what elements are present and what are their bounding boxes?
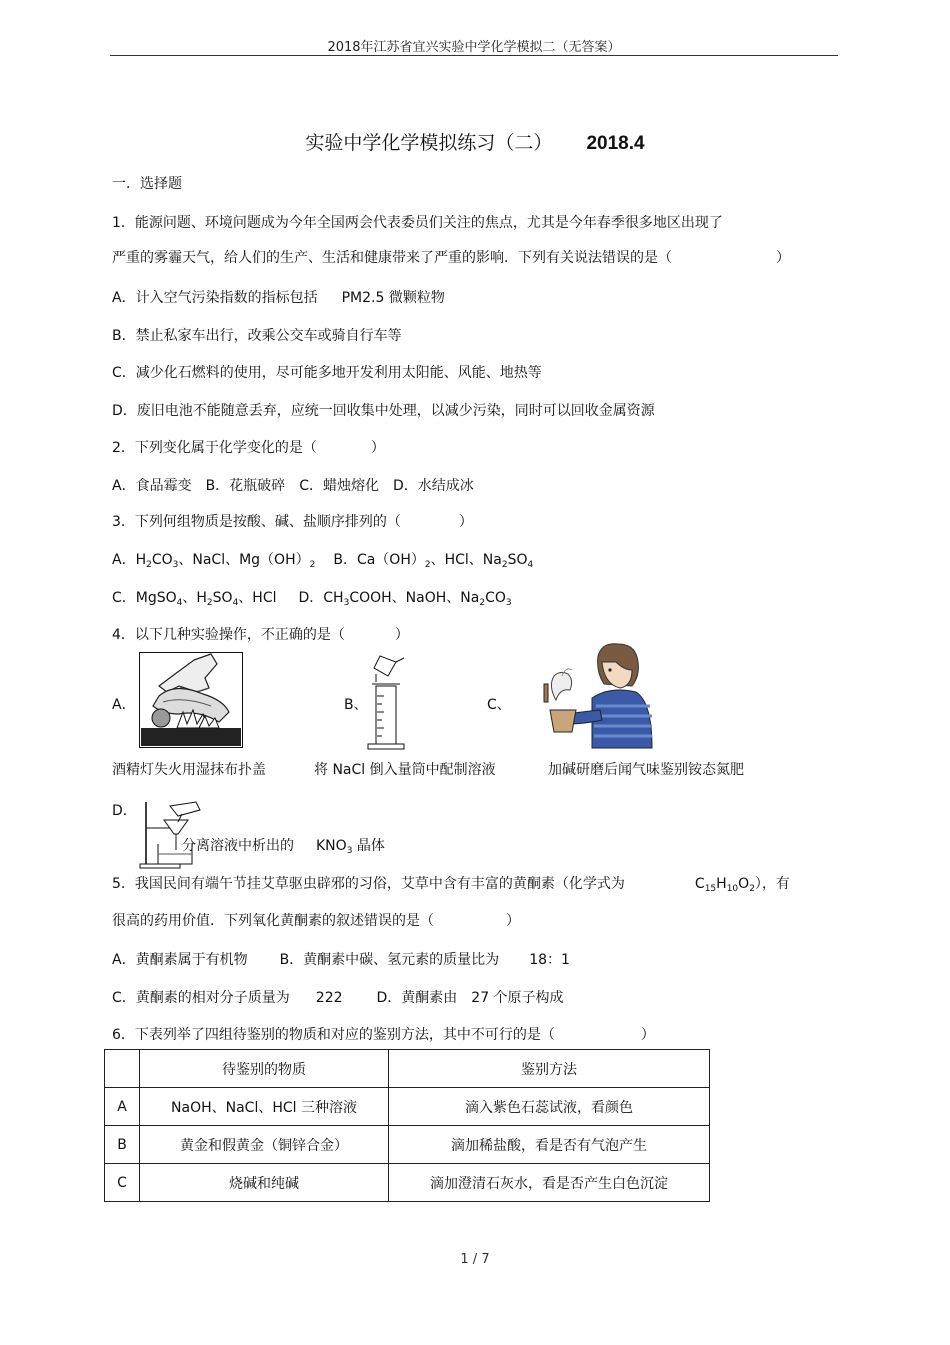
- q3-option-c-text: MgSO$_4$、$H_2SO_4$、HCl: [135, 590, 277, 608]
- q4-caption-d-text: 分离溶液中析出的: [182, 838, 294, 854]
- q5-option-d-value: 27 个原子构成: [471, 990, 564, 1006]
- q5-options-cd: [112, 987, 564, 1007]
- q4-caption-c: 加碱研磨后闻气味鉴别铵态氮肥: [548, 762, 744, 778]
- q4-option-a-label: A．: [112, 697, 136, 713]
- q3-stem: [112, 511, 473, 531]
- page-number: 1 / 7: [460, 1252, 490, 1267]
- q4-option-b-label: B、: [344, 697, 368, 713]
- q4-stem-text: 4．以下几种实验操作，不正确的是（: [112, 627, 345, 643]
- q2-stem-bracket: ）: [370, 440, 385, 456]
- q5-stem-text: 5．我国民间有端午节挂艾草驱虫辟邪的习俗，艾草中含有丰富的黄酮素（化学式为: [112, 876, 625, 892]
- table-cell-method: 滴加稀盐酸，看是否有气泡产生: [389, 1126, 710, 1164]
- running-header: 2018年江苏省宜兴实验中学化学模拟二（无答案）: [327, 40, 621, 55]
- q3-stem-text: 3．下列何组物质是按酸、碱、盐顺序排列的（: [112, 514, 401, 530]
- q4-stem-bracket: ）: [394, 627, 409, 643]
- q3-option-b-text: $Ca(OH)_2$、HCl、$Na_2SO_4$: [356, 552, 534, 570]
- q5-options-ab: [112, 949, 570, 969]
- q1-option-b: B．禁止私家车出行，改乘公交车或骑自行车等: [112, 328, 402, 344]
- q1-option-c: C．减少化石燃料的使用，尽可能多地开发利用太阳能、风能、地热等: [112, 365, 542, 381]
- q4-option-c-label: C、: [487, 697, 511, 713]
- title-year: 2018.4: [586, 133, 645, 154]
- q5-stem-end: ），有: [754, 876, 790, 892]
- q3-option-a-text: $H_2CO_3$、NaCl、$Mg(OH)_2$: [135, 552, 316, 570]
- q5-stem-line2-text: 很高的药用价值．下列氧化黄酮素的叙述错误的是（: [112, 913, 434, 929]
- table-cell-label: C: [105, 1164, 140, 1202]
- q5-formula: $C_{15}H_{10}O_2$: [694, 876, 755, 894]
- q3-option-d-label: D．: [298, 590, 324, 606]
- header-rule: [110, 55, 838, 56]
- q3-option-c-label: C．: [112, 590, 136, 606]
- q6-stem-text: 6．下表列举了四组待鉴别的物质和对应的鉴别方法，其中不可行的是（: [112, 1027, 555, 1043]
- q6-table: [104, 1049, 710, 1202]
- q6-stem-bracket: ）: [640, 1027, 655, 1043]
- q4-caption-a: 酒精灯失火用湿抹布扑盖: [112, 762, 266, 778]
- q4-option-d-label: D．: [112, 803, 137, 819]
- q2-option-b: B．花瓶破碎: [205, 478, 286, 494]
- q5-option-d: D．黄酮素由: [376, 990, 458, 1006]
- table-cell-label: A: [105, 1088, 140, 1126]
- page-title: [0, 128, 950, 155]
- q1-option-a-text: A．计入空气污染指数的指标包括: [112, 290, 318, 306]
- q5-stem-line1: [112, 873, 790, 894]
- q4-caption-d-formula: $KNO_3$ 晶体: [316, 838, 385, 856]
- table-header-cell: 待鉴别的物质: [140, 1050, 389, 1088]
- table-row: [105, 1126, 710, 1164]
- q4-stem: [112, 624, 409, 644]
- table-row: [105, 1088, 710, 1126]
- q1-option-d: D．废旧电池不能随意丢弃，应统一回收集中处理，以减少污染，同时可以回收金属资源: [112, 403, 655, 419]
- q5-option-b: B．黄酮素中碳、氢元素的质量比为: [279, 952, 500, 968]
- q5-option-c-value: 222: [315, 990, 343, 1006]
- q3-options-cd: [112, 587, 512, 608]
- q5-stem-line2: [112, 910, 520, 930]
- table-cell-substance: 黄金和假黄金（铜锌合金）: [140, 1126, 389, 1164]
- q1-stem-text: 严重的雾霾天气，给人们的生产、生活和健康带来了严重的影响．下列有关说法错误的是（: [112, 250, 672, 266]
- q2-option-d: D．水结成冰: [392, 478, 474, 494]
- table-cell-substance: NaOH、NaCl、HCl 三种溶液: [140, 1088, 389, 1126]
- table-header-cell: 鉴别方法: [389, 1050, 710, 1088]
- q2-option-a: A．食品霉变: [112, 478, 192, 494]
- table-cell-label: B: [105, 1126, 140, 1164]
- q1-option-a: [112, 287, 445, 307]
- q2-stem-text: 2．下列变化属于化学变化的是（: [112, 440, 317, 456]
- q5-option-a: A．黄酮素属于有机物: [112, 952, 248, 968]
- alcohol-lamp-fire-image: [139, 652, 243, 748]
- table-header-cell: [105, 1050, 140, 1088]
- q3-option-d-text: $CH_3COOH$、NaOH、$Na_2CO_3$: [323, 590, 512, 608]
- q3-options-ab: [112, 549, 533, 570]
- title-main: 实验中学化学模拟练习（二）: [305, 132, 553, 154]
- q1-stem-line1: 1．能源问题、环境问题成为今年全国两会代表委员们关注的焦点，尤其是今年春季很多地区出现了: [112, 215, 723, 231]
- q2-stem: [112, 437, 385, 457]
- q5-option-b-value: 18：1: [529, 952, 570, 968]
- q6-stem: [112, 1024, 655, 1044]
- q4-caption-d: [182, 835, 385, 856]
- q3-option-b-label: B．: [333, 552, 357, 568]
- table-header-row: [105, 1050, 710, 1088]
- section-heading: 一．选择题: [112, 176, 182, 192]
- table-cell-method: 滴入紫色石蕊试液，看颜色: [389, 1088, 710, 1126]
- q2-option-c: C．蜡烛熔化: [299, 478, 379, 494]
- q3-option-a-label: A．: [112, 552, 136, 568]
- table-cell-method: 滴加澄清石灰水，看是否产生白色沉淀: [389, 1164, 710, 1202]
- q1-option-a-tail: PM2.5 微颗粒物: [341, 290, 445, 306]
- q4-caption-b: 将 NaCl 倒入量筒中配制溶液: [314, 762, 496, 778]
- table-cell-substance: 烧碱和纯碱: [140, 1164, 389, 1202]
- table-row: [105, 1164, 710, 1202]
- q2-options: [112, 475, 474, 495]
- q3-stem-bracket: ）: [458, 514, 473, 530]
- q5-option-c: C．黄酮素的相对分子质量为: [112, 990, 290, 1006]
- q5-stem-bracket: ）: [506, 913, 520, 929]
- q1-stem-bracket: ）: [776, 250, 790, 266]
- graduated-cylinder-image: [360, 652, 412, 752]
- child-smelling-image: [540, 640, 656, 752]
- q1-stem-line2: [112, 247, 790, 267]
